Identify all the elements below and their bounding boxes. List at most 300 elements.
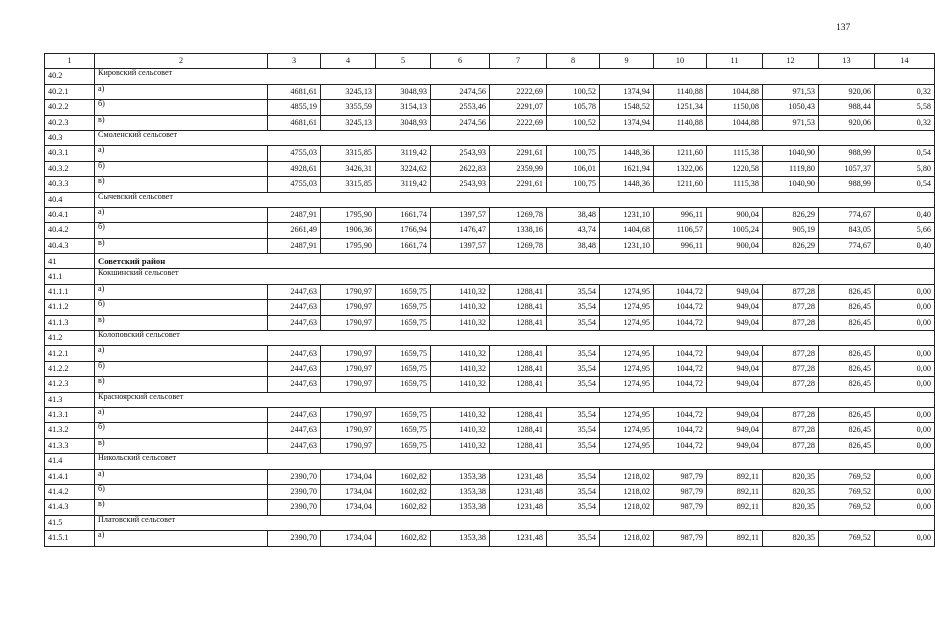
table-cell: 1044,72 (654, 438, 707, 453)
table-cell: 971,53 (763, 84, 819, 99)
table-cell: 892,11 (707, 484, 763, 499)
row-code: 40.4 (45, 192, 95, 207)
table-cell: 949,04 (707, 284, 763, 299)
table-row (45, 346, 935, 361)
row-variant: в) (95, 177, 268, 192)
row-variant: в) (95, 438, 268, 453)
table-row (45, 531, 935, 546)
row-variant: в) (95, 377, 268, 392)
table-cell: 1790,97 (321, 284, 376, 299)
table-cell: 1448,36 (600, 177, 654, 192)
table-cell: 0,00 (875, 284, 935, 299)
row-variant: б) (95, 300, 268, 315)
table-cell: 3426,31 (321, 161, 376, 176)
row-variant: а) (95, 84, 268, 99)
row-code: 41.2 (45, 331, 95, 346)
table-cell: 1044,72 (654, 346, 707, 361)
table-cell: 1790,97 (321, 361, 376, 376)
table-cell: 0,54 (875, 177, 935, 192)
table-cell: 949,04 (707, 315, 763, 330)
row-code: 41.3 (45, 392, 95, 407)
table-cell: 1288,41 (490, 284, 547, 299)
table-cell: 920,06 (819, 115, 875, 130)
table-cell: 769,52 (819, 469, 875, 484)
table-cell: 2447,63 (268, 284, 321, 299)
section-title: Никольский сельсовет (95, 454, 935, 469)
table-row (45, 438, 935, 453)
table-cell: 0,00 (875, 484, 935, 499)
table-cell: 106,01 (547, 161, 600, 176)
table-cell: 0,32 (875, 84, 935, 99)
row-code: 41.5 (45, 515, 95, 530)
table-cell: 0,00 (875, 361, 935, 376)
table-cell: 5,80 (875, 161, 935, 176)
section-row (45, 69, 935, 84)
table-cell: 3315,85 (321, 177, 376, 192)
table-cell: 3119,42 (376, 146, 431, 161)
row-code: 40.4.3 (45, 238, 95, 253)
table-cell: 1044,88 (707, 115, 763, 130)
table-cell: 826,45 (819, 423, 875, 438)
table-cell: 1044,72 (654, 315, 707, 330)
table-cell: 949,04 (707, 438, 763, 453)
table-cell: 1397,57 (431, 238, 490, 253)
row-variant: а) (95, 284, 268, 299)
table-row (45, 238, 935, 253)
row-code: 41.2.2 (45, 361, 95, 376)
table-cell: 988,44 (819, 100, 875, 115)
table-cell: 1906,36 (321, 223, 376, 238)
table-cell: 826,45 (819, 346, 875, 361)
table-cell: 35,54 (547, 500, 600, 515)
table-cell: 0,00 (875, 346, 935, 361)
table-row (45, 146, 935, 161)
table-cell: 2447,63 (268, 346, 321, 361)
table-cell: 1790,97 (321, 315, 376, 330)
section-title: Платовский сельсовет (95, 515, 935, 530)
table-cell: 949,04 (707, 361, 763, 376)
row-code: 40.2.3 (45, 115, 95, 130)
table-cell: 3245,13 (321, 115, 376, 130)
table-cell: 0,00 (875, 438, 935, 453)
table-cell: 2553,46 (431, 100, 490, 115)
row-variant: а) (95, 207, 268, 222)
section-row (45, 454, 935, 469)
column-header: 9 (600, 54, 654, 69)
table-row (45, 423, 935, 438)
table-cell: 1274,95 (600, 438, 654, 453)
column-header: 5 (376, 54, 431, 69)
table-cell: 1288,41 (490, 315, 547, 330)
table-cell: 987,79 (654, 484, 707, 499)
row-variant: б) (95, 161, 268, 176)
table-cell: 1659,75 (376, 346, 431, 361)
table-cell: 4855,19 (268, 100, 321, 115)
table-cell: 1231,48 (490, 469, 547, 484)
table-cell: 988,99 (819, 146, 875, 161)
table-cell: 900,04 (707, 238, 763, 253)
table-cell: 3048,93 (376, 84, 431, 99)
table-row (45, 407, 935, 422)
table-cell: 2487,91 (268, 238, 321, 253)
table-cell: 769,52 (819, 484, 875, 499)
column-header: 13 (819, 54, 875, 69)
table-cell: 1274,95 (600, 300, 654, 315)
table-cell: 1790,97 (321, 346, 376, 361)
table-cell: 43,74 (547, 223, 600, 238)
column-header: 3 (268, 54, 321, 69)
table-row (45, 84, 935, 99)
section-row (45, 130, 935, 145)
table-cell: 1251,34 (654, 100, 707, 115)
table-cell: 1448,36 (600, 146, 654, 161)
table-cell: 1211,60 (654, 146, 707, 161)
table-cell: 0,00 (875, 407, 935, 422)
table-cell: 1106,57 (654, 223, 707, 238)
row-code: 41.4 (45, 454, 95, 469)
table-cell: 3119,42 (376, 177, 431, 192)
table-cell: 2359,99 (490, 161, 547, 176)
row-code: 41.3.2 (45, 423, 95, 438)
table-cell: 35,54 (547, 361, 600, 376)
table-cell: 1661,74 (376, 207, 431, 222)
table-cell: 1044,72 (654, 423, 707, 438)
table-row (45, 500, 935, 515)
table-cell: 1274,95 (600, 377, 654, 392)
table-cell: 1274,95 (600, 407, 654, 422)
table-cell: 1040,90 (763, 177, 819, 192)
table-cell: 769,52 (819, 500, 875, 515)
table-cell: 774,67 (819, 207, 875, 222)
table-cell: 877,28 (763, 438, 819, 453)
table-cell: 1602,82 (376, 484, 431, 499)
table-cell: 1274,95 (600, 423, 654, 438)
column-header: 4 (321, 54, 376, 69)
row-variant: в) (95, 500, 268, 515)
table-cell: 2661,49 (268, 223, 321, 238)
table-cell: 1374,94 (600, 84, 654, 99)
section-title: Сычевский сельсовет (95, 192, 935, 207)
table-cell: 1790,97 (321, 423, 376, 438)
table-cell: 35,54 (547, 346, 600, 361)
table-cell: 1734,04 (321, 500, 376, 515)
table-cell: 820,35 (763, 484, 819, 499)
table-cell: 2390,70 (268, 500, 321, 515)
table-cell: 2447,63 (268, 438, 321, 453)
table-cell: 1288,41 (490, 377, 547, 392)
table-cell: 1795,90 (321, 238, 376, 253)
table-cell: 1338,16 (490, 223, 547, 238)
table-cell: 826,29 (763, 238, 819, 253)
row-variant: а) (95, 469, 268, 484)
table-cell: 1410,32 (431, 300, 490, 315)
table-cell: 949,04 (707, 300, 763, 315)
table-cell: 1218,02 (600, 484, 654, 499)
table-cell: 35,54 (547, 315, 600, 330)
table-cell: 1231,48 (490, 500, 547, 515)
table-row (45, 177, 935, 192)
table-cell: 5,58 (875, 100, 935, 115)
table-cell: 1476,47 (431, 223, 490, 238)
table-cell: 877,28 (763, 315, 819, 330)
row-variant: в) (95, 315, 268, 330)
table-cell: 3245,13 (321, 84, 376, 99)
table-cell: 1548,52 (600, 100, 654, 115)
table-cell: 2447,63 (268, 361, 321, 376)
table-cell: 877,28 (763, 300, 819, 315)
section-row (45, 192, 935, 207)
table-cell: 996,11 (654, 238, 707, 253)
table-cell: 1795,90 (321, 207, 376, 222)
table-cell: 1659,75 (376, 361, 431, 376)
table-cell: 4928,61 (268, 161, 321, 176)
table-cell: 892,11 (707, 469, 763, 484)
district-row (45, 254, 935, 269)
column-header: 10 (654, 54, 707, 69)
table-row (45, 300, 935, 315)
table-cell: 826,45 (819, 361, 875, 376)
table-cell: 3315,85 (321, 146, 376, 161)
table-cell: 1659,75 (376, 284, 431, 299)
table-cell: 4755,03 (268, 177, 321, 192)
row-variant: б) (95, 100, 268, 115)
table-cell: 35,54 (547, 407, 600, 422)
table-cell: 2390,70 (268, 484, 321, 499)
table-cell: 2447,63 (268, 377, 321, 392)
table-cell: 2291,07 (490, 100, 547, 115)
table-cell: 1288,41 (490, 300, 547, 315)
section-row (45, 331, 935, 346)
table-cell: 4681,61 (268, 115, 321, 130)
section-title: Красноярский сельсовет (95, 392, 935, 407)
section-title: Колоповский сельсовет (95, 331, 935, 346)
table-cell: 877,28 (763, 346, 819, 361)
table-cell: 971,53 (763, 115, 819, 130)
row-variant: а) (95, 146, 268, 161)
table-cell: 1044,72 (654, 361, 707, 376)
table-cell: 2291,61 (490, 177, 547, 192)
table-row (45, 284, 935, 299)
table-row (45, 315, 935, 330)
table-cell: 1211,60 (654, 177, 707, 192)
table-cell: 2474,56 (431, 115, 490, 130)
table-cell: 1140,88 (654, 84, 707, 99)
table-cell: 900,04 (707, 207, 763, 222)
column-header: 1 (45, 54, 95, 69)
table-cell: 2222,69 (490, 115, 547, 130)
table-cell: 1766,94 (376, 223, 431, 238)
table-cell: 1044,72 (654, 377, 707, 392)
table-cell: 988,99 (819, 177, 875, 192)
table-cell: 1218,02 (600, 531, 654, 546)
table-cell: 1288,41 (490, 346, 547, 361)
table-cell: 1269,78 (490, 238, 547, 253)
table-cell: 1353,38 (431, 531, 490, 546)
table-cell: 892,11 (707, 531, 763, 546)
table-cell: 826,45 (819, 377, 875, 392)
row-code: 41.3.3 (45, 438, 95, 453)
table-cell: 100,52 (547, 84, 600, 99)
row-variant: а) (95, 407, 268, 422)
table-cell: 100,75 (547, 146, 600, 161)
row-code: 40.3 (45, 130, 95, 145)
table-cell: 4681,61 (268, 84, 321, 99)
table-cell: 0,00 (875, 500, 935, 515)
table-cell: 1231,10 (600, 207, 654, 222)
table-cell: 1140,88 (654, 115, 707, 130)
table-cell: 1274,95 (600, 361, 654, 376)
row-code: 41.1.1 (45, 284, 95, 299)
row-code: 40.4.2 (45, 223, 95, 238)
table-cell: 1790,97 (321, 300, 376, 315)
table-cell: 1410,32 (431, 315, 490, 330)
row-code: 41.4.1 (45, 469, 95, 484)
row-code: 41 (45, 254, 95, 269)
table-cell: 1404,68 (600, 223, 654, 238)
row-code: 41.1.2 (45, 300, 95, 315)
table-cell: 1659,75 (376, 423, 431, 438)
table-cell: 905,19 (763, 223, 819, 238)
row-variant: б) (95, 484, 268, 499)
table-cell: 2447,63 (268, 407, 321, 422)
table-cell: 1410,32 (431, 407, 490, 422)
row-code: 41.2.3 (45, 377, 95, 392)
table-cell: 2447,63 (268, 300, 321, 315)
row-variant: в) (95, 115, 268, 130)
table-cell: 1119,80 (763, 161, 819, 176)
table-cell: 38,48 (547, 238, 600, 253)
table-cell: 1150,08 (707, 100, 763, 115)
table-cell: 2622,83 (431, 161, 490, 176)
row-code: 41.2.1 (45, 346, 95, 361)
row-code: 41.5.1 (45, 531, 95, 546)
table-cell: 877,28 (763, 423, 819, 438)
table-cell: 2474,56 (431, 84, 490, 99)
table-cell: 1044,72 (654, 300, 707, 315)
table-cell: 877,28 (763, 361, 819, 376)
table-cell: 1218,02 (600, 469, 654, 484)
table-cell: 826,45 (819, 284, 875, 299)
row-variant: б) (95, 423, 268, 438)
row-variant: б) (95, 361, 268, 376)
table-cell: 1410,32 (431, 346, 490, 361)
table-cell: 1274,95 (600, 315, 654, 330)
table-cell: 2487,91 (268, 207, 321, 222)
table-cell: 1790,97 (321, 377, 376, 392)
column-header: 12 (763, 54, 819, 69)
table-cell: 1659,75 (376, 407, 431, 422)
row-code: 40.2.2 (45, 100, 95, 115)
table-cell: 987,79 (654, 500, 707, 515)
table-cell: 1410,32 (431, 423, 490, 438)
table-cell: 35,54 (547, 484, 600, 499)
table-row (45, 207, 935, 222)
table-cell: 769,52 (819, 531, 875, 546)
table-cell: 1115,38 (707, 146, 763, 161)
table-cell: 4755,03 (268, 146, 321, 161)
table-cell: 2390,70 (268, 469, 321, 484)
table-row (45, 469, 935, 484)
table-row (45, 377, 935, 392)
table-cell: 826,45 (819, 407, 875, 422)
table-cell: 1734,04 (321, 469, 376, 484)
table-cell: 105,78 (547, 100, 600, 115)
row-variant: б) (95, 223, 268, 238)
table-cell: 987,79 (654, 531, 707, 546)
table-cell: 2447,63 (268, 423, 321, 438)
table-cell: 1274,95 (600, 284, 654, 299)
column-header: 7 (490, 54, 547, 69)
table-cell: 1661,74 (376, 238, 431, 253)
table-cell: 1288,41 (490, 361, 547, 376)
table-cell: 843,05 (819, 223, 875, 238)
table-cell: 1050,43 (763, 100, 819, 115)
table-cell: 949,04 (707, 423, 763, 438)
row-code: 41.1 (45, 269, 95, 284)
row-code: 40.3.3 (45, 177, 95, 192)
table-cell: 0,00 (875, 315, 935, 330)
table-cell: 1288,41 (490, 423, 547, 438)
header-row (45, 54, 935, 69)
table-cell: 1274,95 (600, 346, 654, 361)
table-cell: 826,45 (819, 300, 875, 315)
table-cell: 1734,04 (321, 531, 376, 546)
table-cell: 1044,88 (707, 84, 763, 99)
table-cell: 1353,38 (431, 484, 490, 499)
table-cell: 820,35 (763, 531, 819, 546)
data-table (44, 53, 935, 547)
table-row (45, 484, 935, 499)
row-code: 41.3.1 (45, 407, 95, 422)
table-cell: 996,11 (654, 207, 707, 222)
row-code: 41.4.3 (45, 500, 95, 515)
section-row (45, 269, 935, 284)
table-cell: 892,11 (707, 500, 763, 515)
table-cell: 1353,38 (431, 469, 490, 484)
table-cell: 35,54 (547, 284, 600, 299)
table-cell: 1231,48 (490, 484, 547, 499)
table-cell: 1288,41 (490, 438, 547, 453)
table-cell: 0,40 (875, 207, 935, 222)
table-cell: 35,54 (547, 300, 600, 315)
table-cell: 1005,24 (707, 223, 763, 238)
table-cell: 820,35 (763, 500, 819, 515)
table-cell: 35,54 (547, 423, 600, 438)
table-cell: 826,45 (819, 438, 875, 453)
table-cell: 0,00 (875, 423, 935, 438)
table-cell: 35,54 (547, 531, 600, 546)
column-header: 8 (547, 54, 600, 69)
table-cell: 35,54 (547, 377, 600, 392)
row-code: 40.2 (45, 69, 95, 84)
table-body (45, 69, 935, 546)
column-header: 2 (95, 54, 268, 69)
table-cell: 100,52 (547, 115, 600, 130)
page-number: 137 (836, 23, 851, 33)
table-cell: 1602,82 (376, 531, 431, 546)
table-cell: 1659,75 (376, 438, 431, 453)
table-cell: 1410,32 (431, 361, 490, 376)
table-cell: 1057,37 (819, 161, 875, 176)
row-code: 41.1.3 (45, 315, 95, 330)
table-cell: 1790,97 (321, 407, 376, 422)
table-cell: 1269,78 (490, 207, 547, 222)
table-cell: 100,75 (547, 177, 600, 192)
table-cell: 1218,02 (600, 500, 654, 515)
table-cell: 987,79 (654, 469, 707, 484)
table-cell: 1322,06 (654, 161, 707, 176)
table-cell: 1040,90 (763, 146, 819, 161)
